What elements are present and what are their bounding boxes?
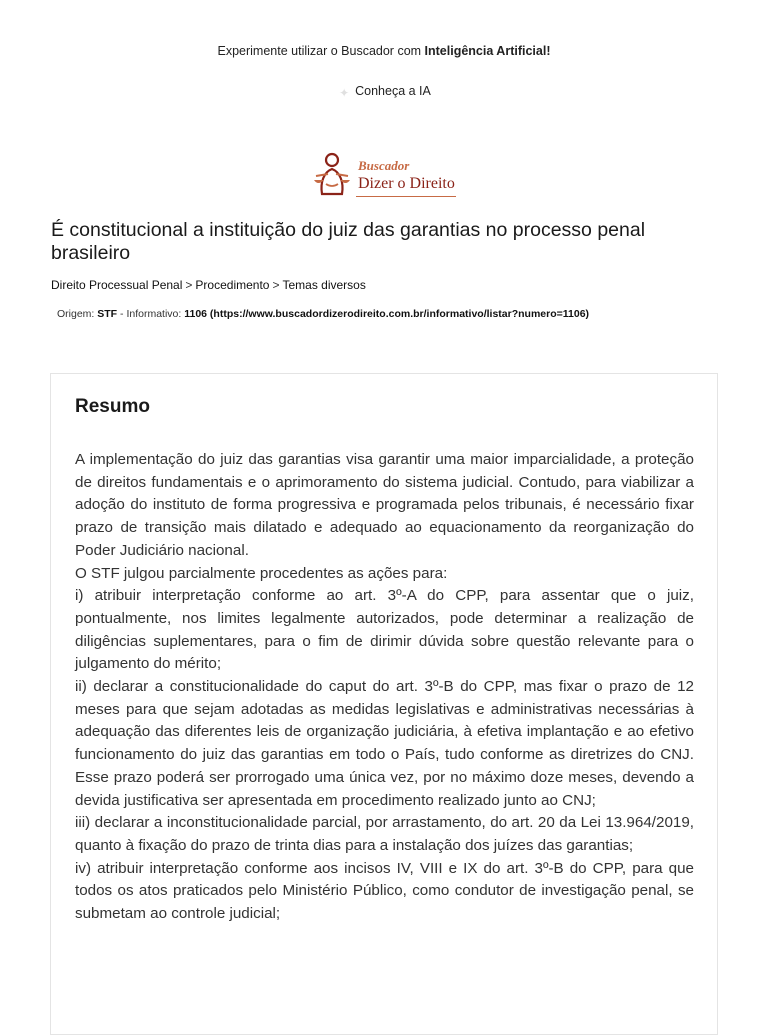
ai-promo-highlight[interactable]: Inteligência Artificial! [424, 44, 551, 58]
origin-court: STF [97, 308, 118, 320]
site-logo[interactable] [310, 148, 460, 200]
summary-body [75, 449, 694, 926]
logo-text-buscador: Buscador [358, 158, 410, 173]
breadcrumb-separator: > [185, 278, 193, 292]
summary-paragraph: A implementação do juiz das garantias visa garantir uma maior imparcialidade, a proteção de direitos fundamentais e o aprimoramento do sistema judicial. Contudo, para viabilizar a adoção do instituto de forma progressiva e programada pelos tribunais, é necessário fixar prazo de transição mais dilatado e adequado ao equacionamento da reorganização do Poder Judiciário nacional. [75, 451, 694, 559]
summary-paragraph: ii) declarar a constitucionalidade do caput do art. 3º-B do CPP, mas fixar o prazo de 12 meses para que sejam adotadas as medidas legislativas e administrativas necessárias à adequação das diferentes leis de organização judiciária, à efetiva implantação e ao efetivo funcionamento do juiz das garantias em todo o País, tudo conforme as diretrizes do CNJ. Esse prazo poderá ser prorrogado uma única vez, por no máximo doze meses, devendo a devida justificativa ser apresentada em procedimento realizado junto ao CNJ; [75, 678, 694, 809]
summary-paragraph: O STF julgou parcialmente procedentes as ações para: [75, 564, 448, 582]
breadcrumb [51, 278, 366, 292]
summary-paragraph: iv) atribuir interpretação conforme aos incisos IV, VIII e IX do art. 3º-B do CPP, para que todos os atos praticados pelo Ministério Público, como condutor de investigação penal, se submetam ao controle judicial; [75, 859, 694, 923]
page-title: É constitucional a instituição do juiz das garantias no processo penal brasileiro [51, 219, 646, 264]
origin-line [57, 308, 589, 320]
meet-ai-link[interactable] [0, 84, 768, 100]
meet-ai-label[interactable]: Conheça a IA [355, 84, 431, 98]
origin-informativo-label: - Informativo: [117, 308, 185, 320]
breadcrumb-item-temas-diversos[interactable]: Temas diversos [282, 278, 366, 292]
origin-label: Origem: [57, 308, 98, 320]
summary-card [50, 373, 718, 1035]
ai-promo-banner [0, 44, 768, 58]
logo-text-dizer-o-direito: Dizer o Direito [358, 175, 455, 192]
justice-figure-icon [310, 150, 354, 198]
origin-informativo-link[interactable]: 1106 (https://www.buscadordizerodireito.com.br/informativo/listar?numero=1106) [184, 308, 590, 320]
ai-promo-text: Experimente utilizar o Buscador com [217, 44, 425, 58]
breadcrumb-separator: > [272, 278, 280, 292]
breadcrumb-item-procedimento[interactable]: Procedimento [195, 278, 270, 292]
summary-paragraph: iii) declarar a inconstitucionalidade parcial, por arrastamento, do art. 20 da Lei 13.964/2019, quanto à fixação do prazo de trinta dias para a instalação dos juízes das garantias; [75, 814, 694, 854]
logo-underline [356, 196, 456, 197]
summary-paragraph: i) atribuir interpretação conforme ao art. 3º-A do CPP, para assentar que o juiz, pontualmente, nos limites legalmente autorizados, pode determinar a realização de diligências suplementares, para o fim de dirimir dúvida sobre questão relevante para o julgamento do mérito; [75, 587, 694, 673]
sparkle-icon: ✦ [339, 86, 350, 100]
breadcrumb-item-direito-processual-penal[interactable]: Direito Processual Penal [51, 278, 183, 292]
summary-heading: Resumo [75, 396, 150, 417]
